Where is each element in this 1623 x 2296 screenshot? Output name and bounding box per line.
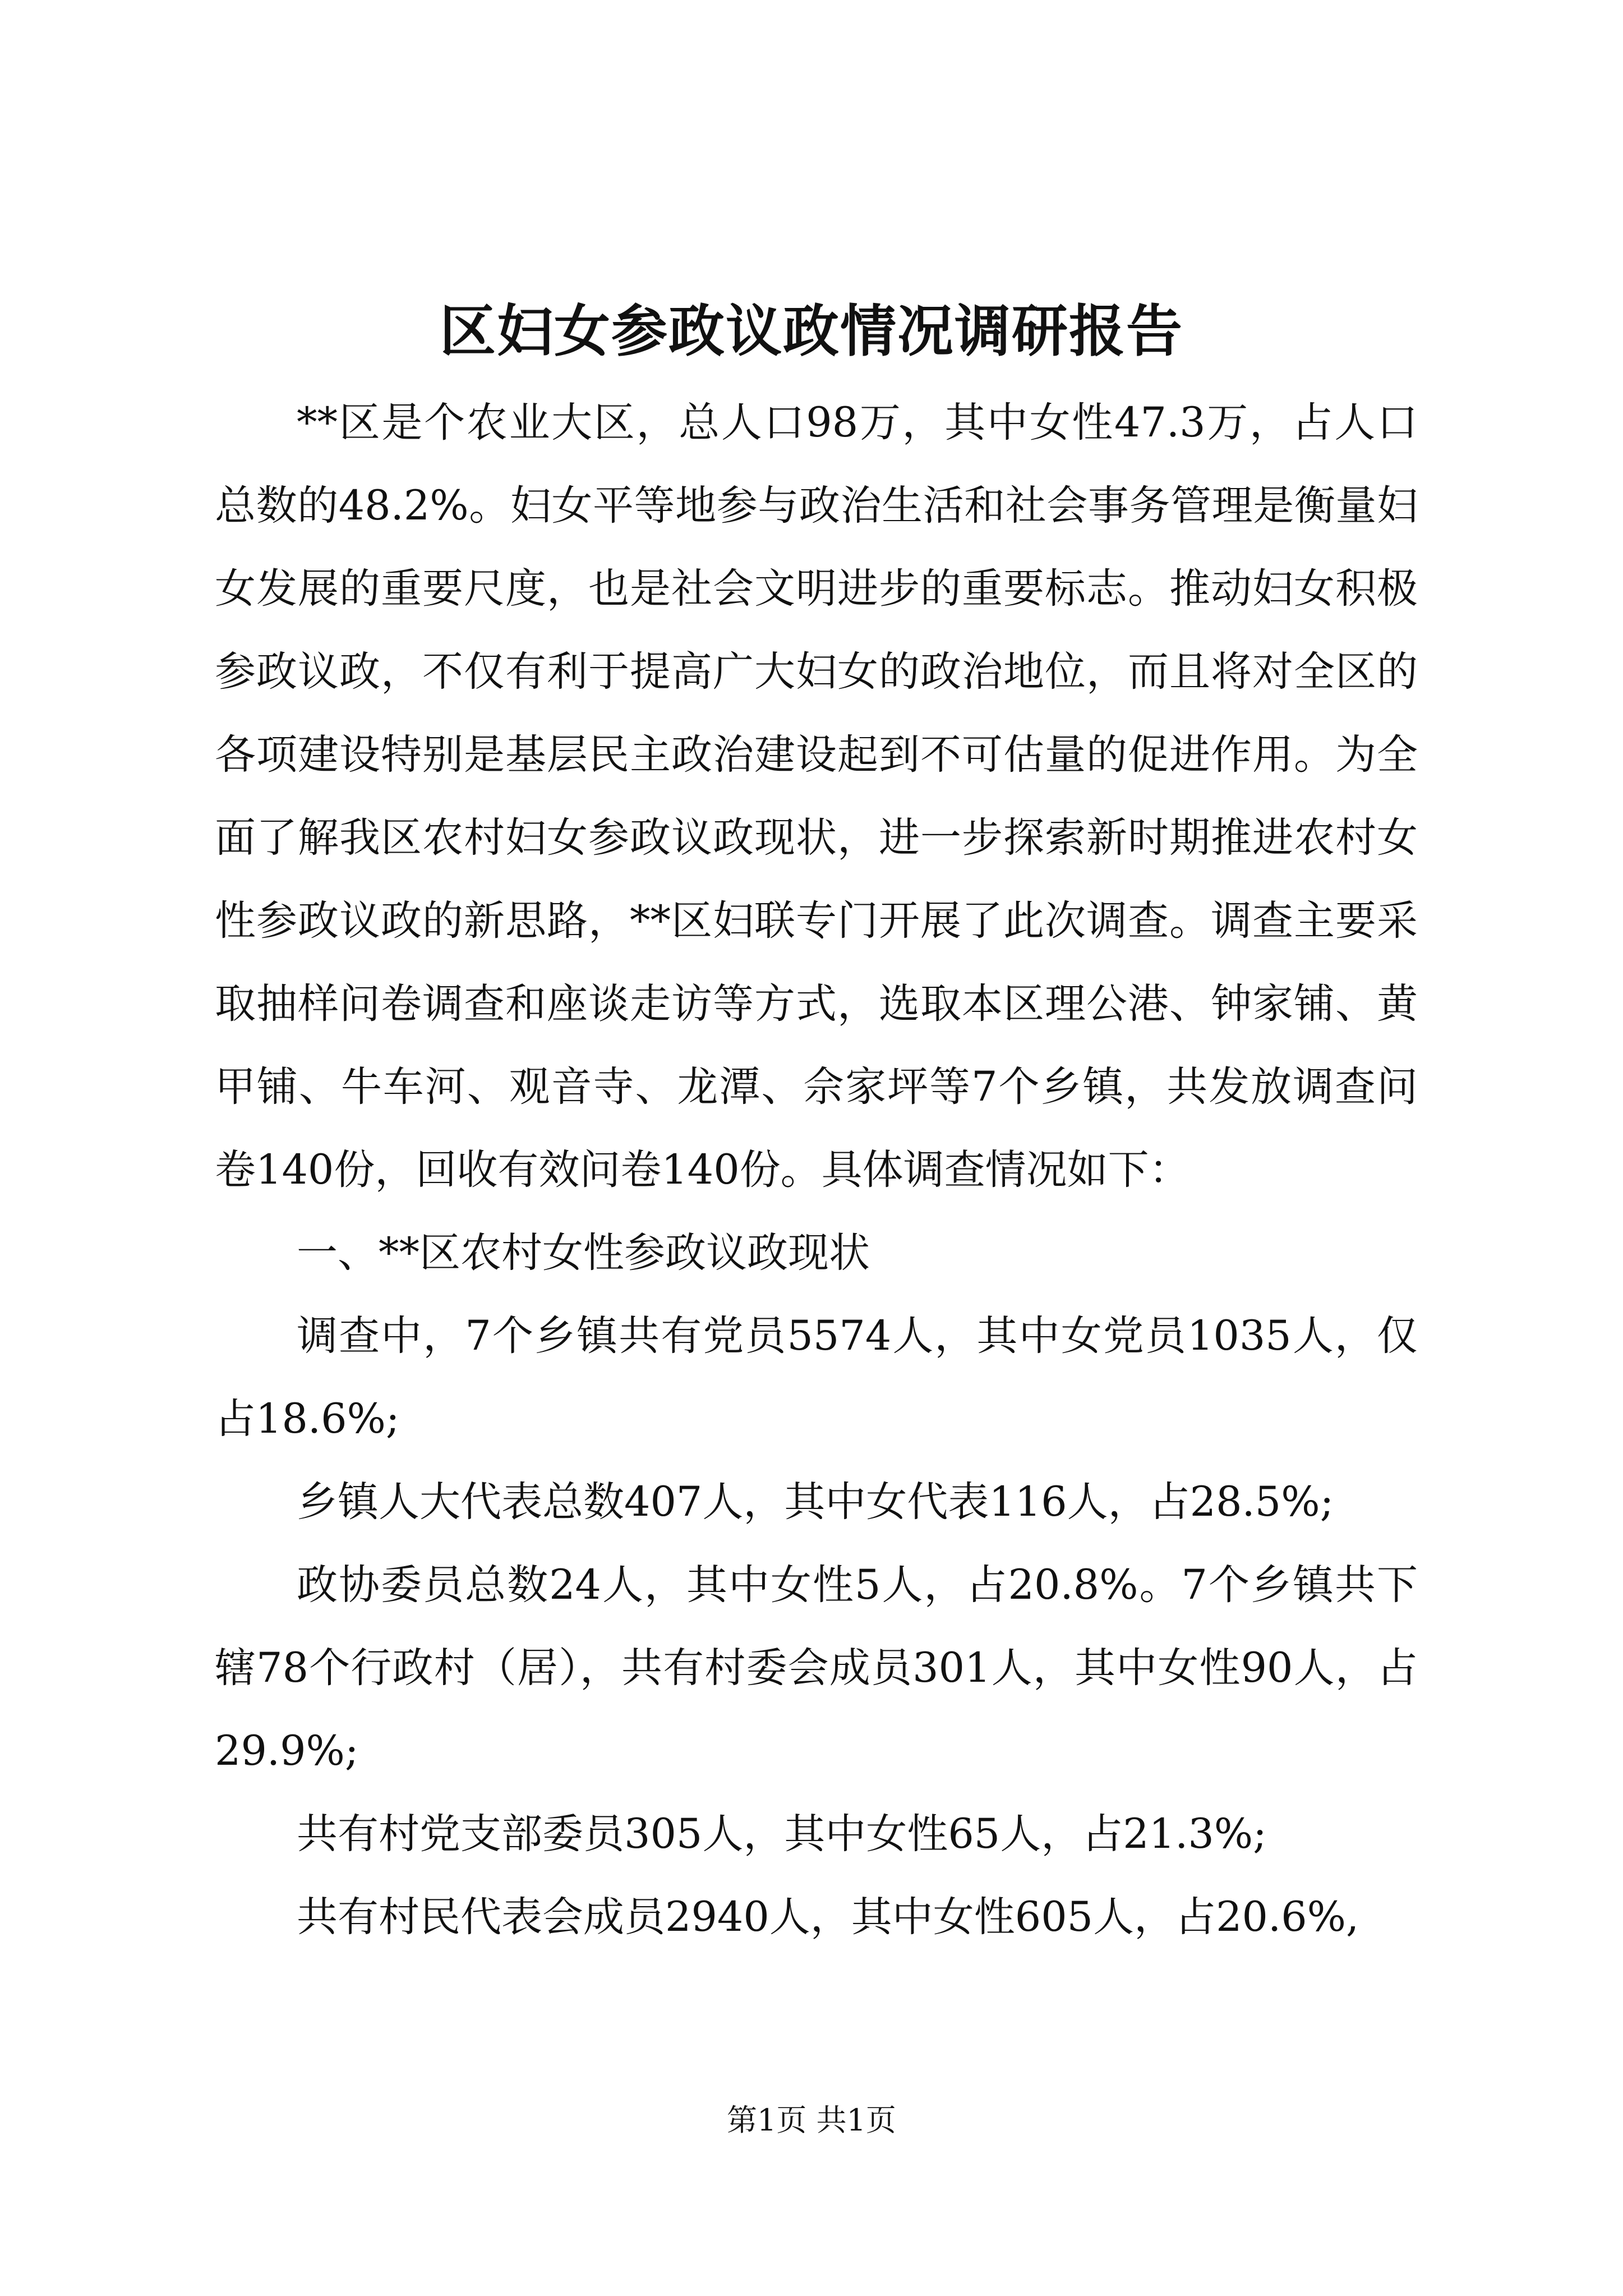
page-footer: 第1页 共1页 [727,2102,896,2138]
paragraph-party-members: 调查中，7个乡镇共有党员5574人，其中女党员1035人，仅占18.6%; [215,1312,1418,1443]
document-title: 区妇女参政议政情况调研报告 [440,298,1183,364]
section-heading: 一、**区农村女性参政议政现状 [297,1229,870,1277]
paragraph-party-branch: 共有村党支部委员305人，其中女性65人，占21.3%; [297,1810,1267,1858]
paragraph-intro: **区是个农业大区，总人口98万，其中女性47.3万，占人口总数的48.2%。妇女平等地参与政治生活和社会事务管理是衡量妇女发展的重要尺度，也是社会文明进步的重要标志。推动妇女积极参政议政，不仅有利于提高广大妇女的政治地位，而且将对全区的各项建设特别是基层民主政治建设起到不可估量的促进作用。为全面了解我区农村妇女参政议政现状，进一步探索新时期推进农村女性参政议政的新思路，**区妇联专门开展了此次调查。调查主要采取抽样问卷调查和座谈走访等方式，选取本区理公港、钟家铺、黄甲铺、牛车河、观音寺、龙潭、佘家坪等7个乡镇，共发放调查问卷140份，回收有效问卷140份。具体调查情况如下： [215,399,1418,1194]
paragraph-npc-deputies: 乡镇人大代表总数407人，其中女代表116人，占28.5%; [297,1478,1334,1526]
paragraph-cppcc-members: 政协委员总数24人，其中女性5人，占20.8%。7个乡镇共下辖78个行政村（居），共有村委会成员301人，其中女性90人，占29.9%; [215,1561,1418,1775]
paragraph-villager-reps: 共有村民代表会成员2940人，其中女性605人，占20.6%, [297,1893,1359,1941]
document-body [215,381,1418,1959]
